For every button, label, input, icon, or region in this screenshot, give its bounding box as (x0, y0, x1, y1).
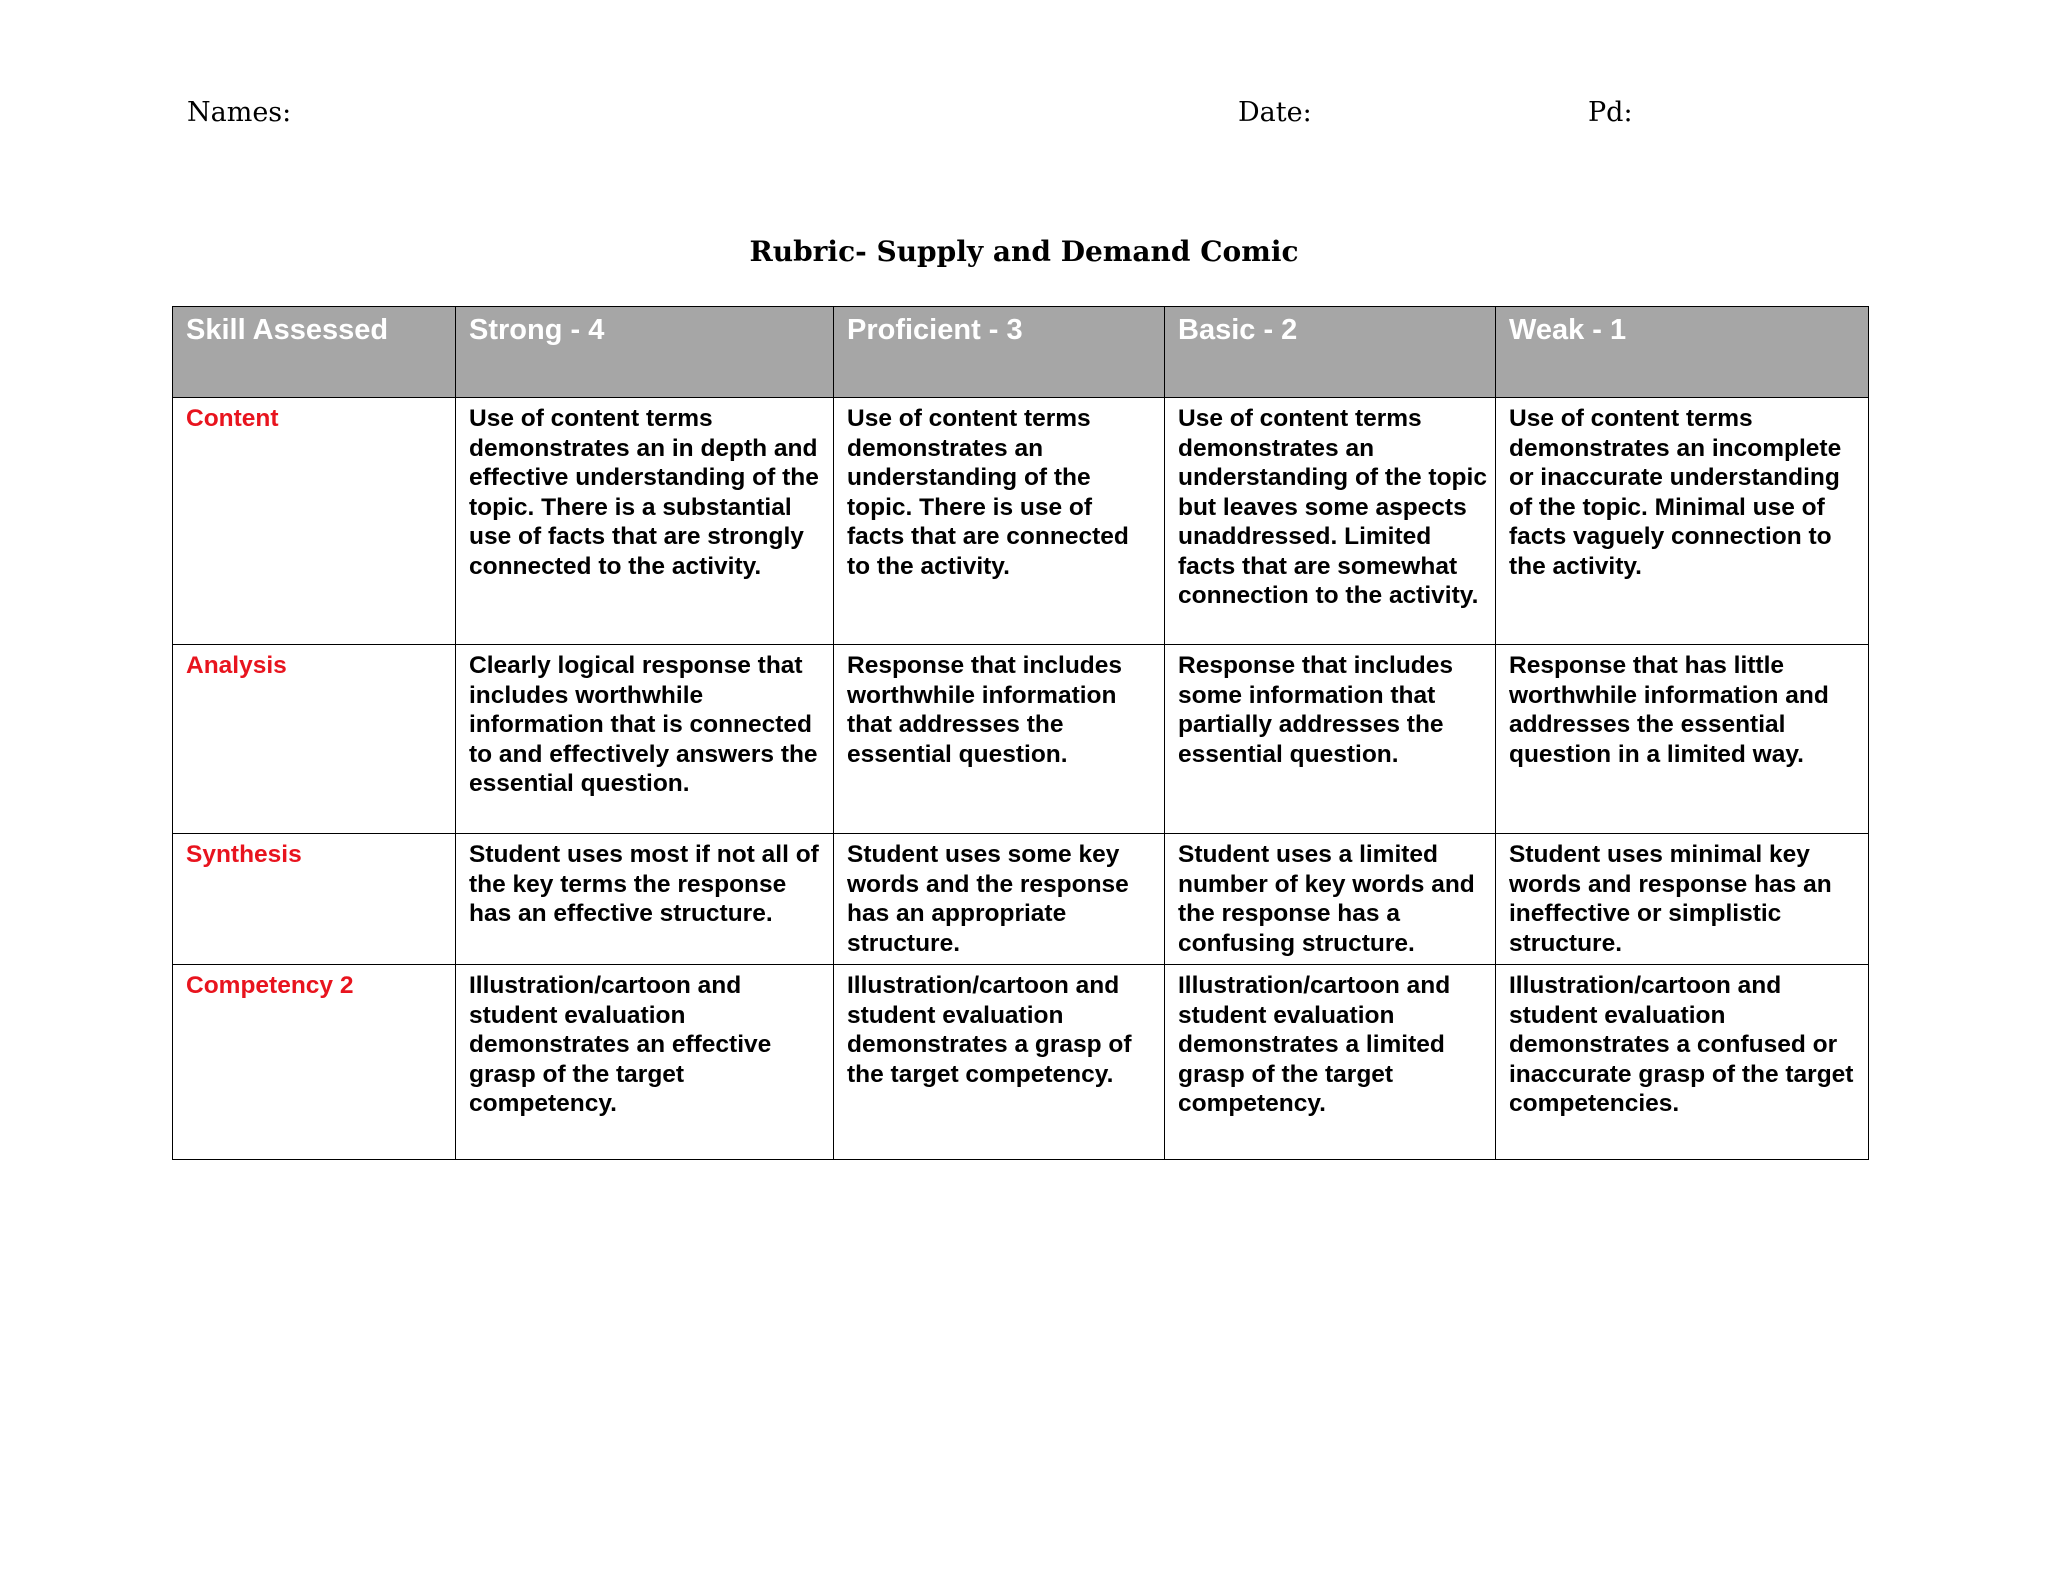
criteria-cell: Student uses most if not all of the key terms the response has an effective structure. (456, 834, 834, 965)
skill-cell: Competency 2 (173, 965, 456, 1160)
skill-cell: Synthesis (173, 834, 456, 965)
criteria-cell: Use of content terms demonstrates an understanding of the topic but leaves some aspects unaddressed. Limited facts that are somewhat connection to the activity. (1165, 398, 1496, 645)
criteria-cell: Student uses minimal key words and response has an ineffective or simplistic structure. (1496, 834, 1869, 965)
table-row (173, 398, 1869, 645)
criteria-cell: Illustration/cartoon and student evaluation demonstrates a confused or inaccurate grasp of the target competencies. (1496, 965, 1869, 1160)
criteria-cell: Response that includes some information that partially addresses the essential question. (1165, 645, 1496, 834)
period-label: Pd: (1588, 97, 1633, 128)
skill-cell: Analysis (173, 645, 456, 834)
criteria-cell: Student uses a limited number of key words and the response has a confusing structure. (1165, 834, 1496, 965)
column-header-basic: Basic - 2 (1165, 307, 1496, 398)
criteria-cell: Illustration/cartoon and student evaluation demonstrates an effective grasp of the target competency. (456, 965, 834, 1160)
document-title: Rubric- Supply and Demand Comic (749, 235, 1299, 268)
criteria-cell: Illustration/cartoon and student evaluation demonstrates a limited grasp of the target competency. (1165, 965, 1496, 1160)
criteria-cell: Use of content terms demonstrates an incomplete or inaccurate understanding of the topic. Minimal use of facts vaguely connection to the activity. (1496, 398, 1869, 645)
rubric-table (172, 306, 1869, 1160)
table-row (173, 834, 1869, 965)
criteria-cell: Student uses some key words and the response has an appropriate structure. (834, 834, 1165, 965)
skill-cell: Content (173, 398, 456, 645)
table-row (173, 965, 1869, 1160)
criteria-cell: Illustration/cartoon and student evaluation demonstrates a grasp of the target competency. (834, 965, 1165, 1160)
criteria-cell: Use of content terms demonstrates an understanding of the topic. There is use of facts that are connected to the activity. (834, 398, 1165, 645)
criteria-cell: Use of content terms demonstrates an in depth and effective understanding of the topic. There is a substantial use of facts that are strongly connected to the activity. (456, 398, 834, 645)
criteria-cell: Response that includes worthwhile information that addresses the essential question. (834, 645, 1165, 834)
column-header-strong: Strong - 4 (456, 307, 834, 398)
column-header-skill: Skill Assessed (173, 307, 456, 398)
column-header-proficient: Proficient - 3 (834, 307, 1165, 398)
criteria-cell: Response that has little worthwhile information and addresses the essential question in a limited way. (1496, 645, 1869, 834)
criteria-cell: Clearly logical response that includes worthwhile information that is connected to and effectively answers the essential question. (456, 645, 834, 834)
names-label: Names: (187, 97, 292, 128)
table-row (173, 645, 1869, 834)
date-label: Date: (1238, 97, 1312, 128)
column-header-weak: Weak - 1 (1496, 307, 1869, 398)
table-header-row (173, 307, 1869, 398)
